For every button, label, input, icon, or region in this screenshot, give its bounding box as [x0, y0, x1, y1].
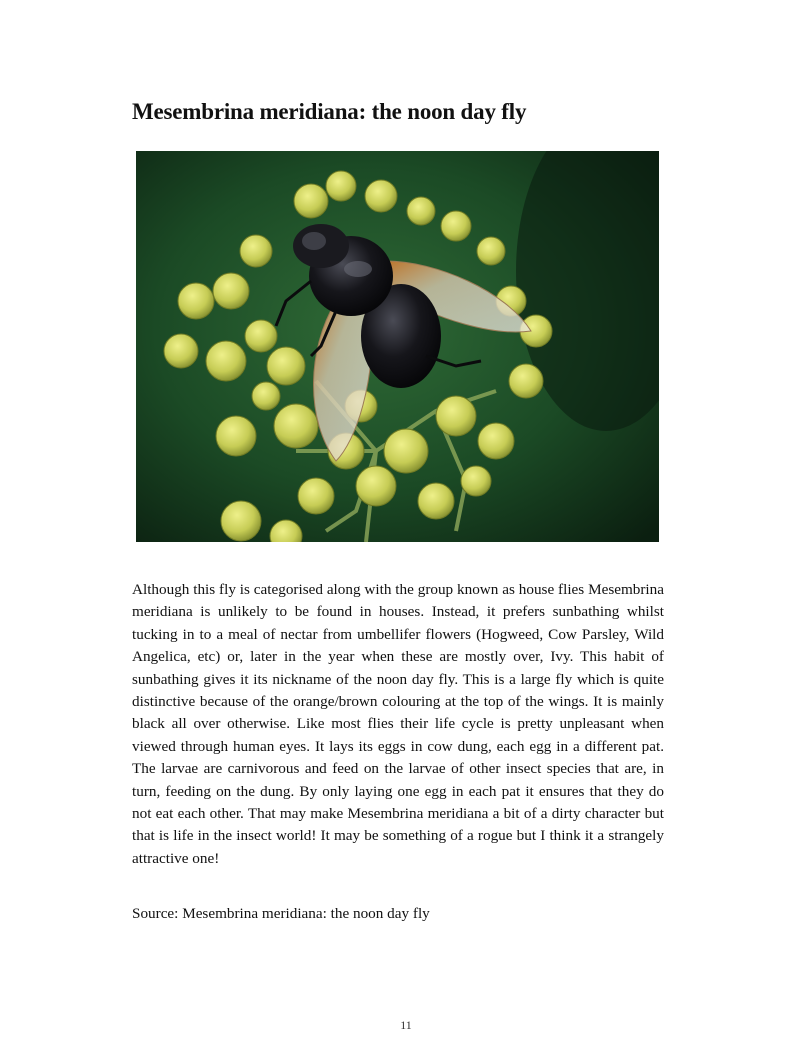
- source-citation: Source: Mesembrina meridiana: the noon day fly: [132, 905, 430, 922]
- fly-on-ivy-flowers-image: [136, 151, 659, 542]
- fly-photo: [136, 151, 659, 542]
- page-title: Mesembrina meridiana: the noon day fly: [132, 99, 527, 124]
- page-number: 11: [400, 1018, 412, 1032]
- article-body: Although this fly is categorised along with the group known as house flies Mesembrina meridiana is unlikely to be found in houses. Instead, it prefers sunbathing whilst tucking in to a meal of nectar from umbellifer flowers (Hogweed, Cow Parsley, Wild Angelica, etc) or, later in the year when these are mostly over, Ivy. This habit of sunbathing gives it its nickname of the noon day fly. This is a large fly which is quite distinctive because of the orange/brown colouring at the top of the wings. It is mainly black all over otherwise. Like most flies their life cycle is pretty unpleasant when viewed through human eyes. It lays its eggs in cow dung, each egg in a different pat. The larvae are carnivorous and feed on the larvae of other insect species that are, in turn, feeding on the dung. By only laying one egg in each pat it ensures that they do not eat each other. That may make Mesembrina meridiana a bit of a dirty character but that is life in the insect world! It may be something of a rogue but I think it a strangely attractive one!: [132, 581, 664, 867]
